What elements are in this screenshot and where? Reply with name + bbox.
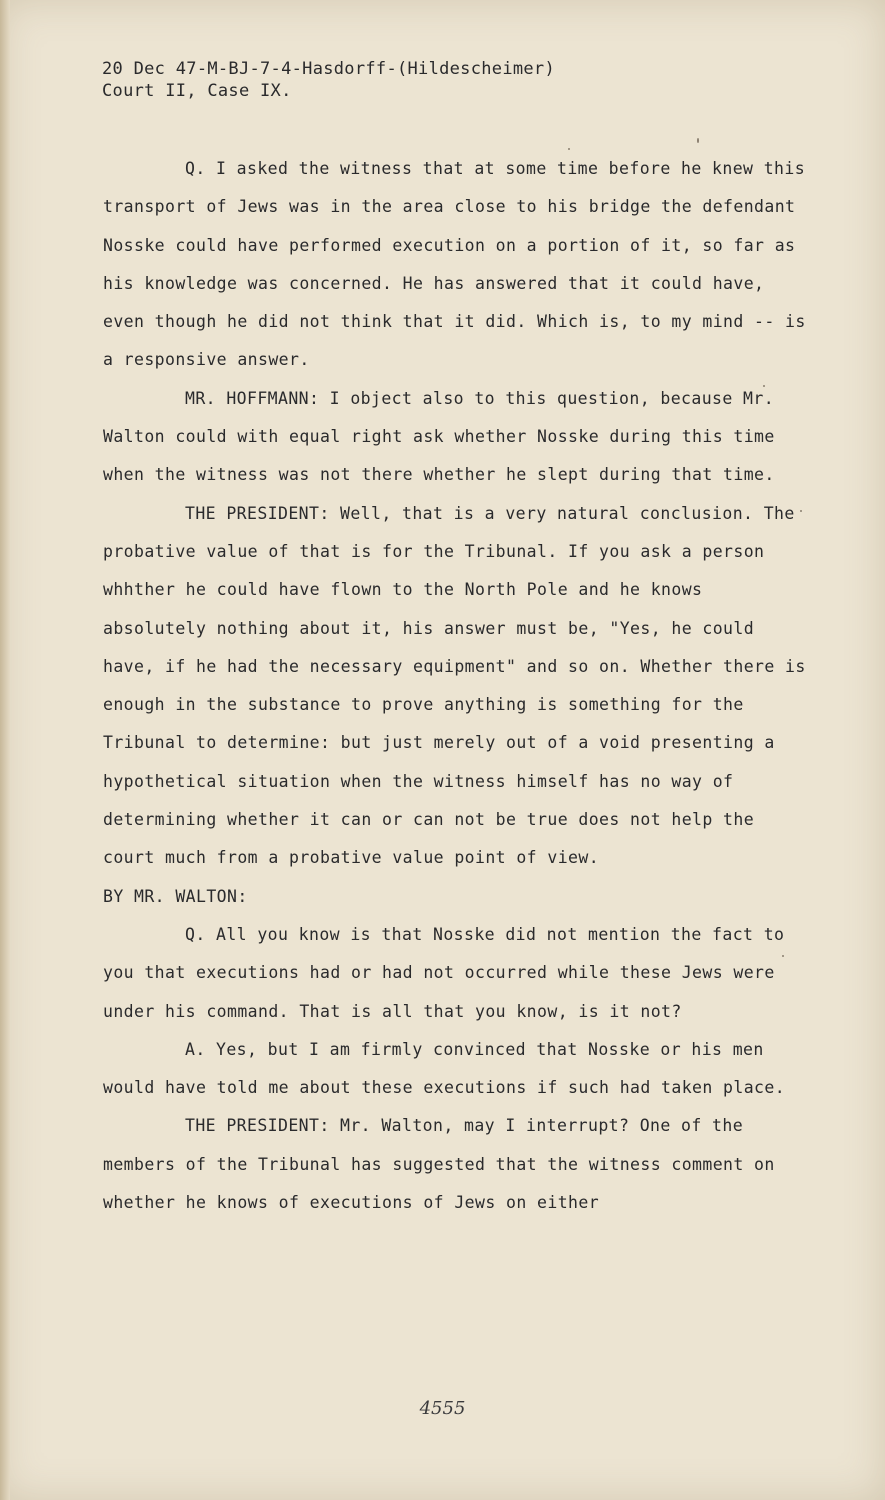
- transcript-body: [103, 150, 808, 1222]
- president-interrupt-paragraph: THE PRESIDENT: Mr. Walton, may I interrupt? One of the members of the Tribunal has suggested that the witness comment on whether he knows of executions of Jews on either: [103, 1116, 775, 1213]
- paper-speck: [800, 510, 802, 512]
- president-ruling-paragraph: THE PRESIDENT: Well, that is a very natural conclusion. The probative value of that is for the Tribunal. If you ask a person whhther he could have flown to the North Pole and he knows absolutely nothing about it, his answer must be, "Yes, he could have, if he had the necessary equipment" and so on. Whether there is enough in the substance to prove anything is something for the Tribunal to determine: but just merely out of a void presenting a hypothetical situation when the witness himself has no way of determining whether it can or can not be true does not help the court much from a probative value point of view.: [103, 503, 806, 868]
- paper-speck: [782, 955, 784, 957]
- header-reference-line: 20 Dec 47-M-BJ-7-4-Hasdorff-(Hildescheimer): [102, 59, 555, 79]
- header-court-line: Court II, Case IX.: [102, 81, 292, 101]
- page-edge-shadow: [0, 0, 10, 1500]
- objection-paragraph: MR. HOFFMANN: I object also to this question, because Mr. Walton could with equal right ask whether Nosske during this time when the witness was not there whether he slept during that time.: [103, 388, 775, 485]
- examiner-heading: BY MR. WALTON:: [103, 886, 248, 906]
- question-paragraph-2: Q. All you know is that Nosske did not mention the fact to you that executions had or had not occurred while these Jews were under his command. That is all that you know, is it not?: [103, 924, 785, 1021]
- document-header: [102, 58, 555, 102]
- question-paragraph: Q. I asked the witness that at some time before he knew this transport of Jews was in the area close to his bridge the defendant Nosske could have performed execution on a portion of it, so far as his knowledge was concerned. He has answered that it could have, even though he did not think that it did. Which is, to my mind -- is a responsive answer.: [103, 159, 806, 370]
- paper-speck: [568, 148, 570, 150]
- paper-speck: [763, 385, 765, 387]
- paper-speck: [697, 138, 699, 143]
- answer-paragraph: A. Yes, but I am firmly convinced that Nosske or his men would have told me about these executions if such had taken place.: [103, 1039, 786, 1098]
- page-number: 4555: [419, 1398, 466, 1419]
